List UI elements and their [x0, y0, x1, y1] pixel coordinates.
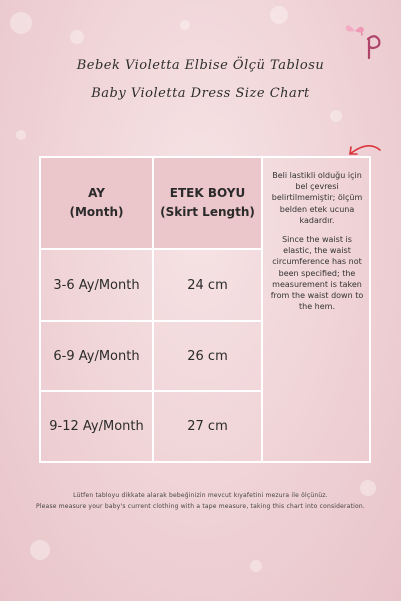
bokeh-light — [250, 560, 262, 572]
header-length-line2: (Skirt Length) — [160, 205, 255, 219]
row-size-cell: 3-6 Ay/Month — [41, 250, 154, 322]
note-turkish: Beli lastikli olduğu için bel çevresi belirtilmemiştir; ölçüm belden etek ucuna kadardır. — [271, 171, 363, 225]
footer-english: Please measure your baby's current clothing with a tape measure, taking this chart into consideration. — [35, 503, 365, 510]
header-length-line1: ETEK BOYU — [169, 186, 246, 200]
header-size-line2: (Month) — [69, 205, 124, 219]
footer-turkish: Lütfen tabloyu dikkate alarak bebeğinizin mevcut kıyafetini mezura ile ölçünüz. — [73, 492, 328, 499]
bokeh-light — [270, 6, 288, 24]
row-length-cell: 24 cm — [154, 250, 263, 322]
bokeh-light — [16, 130, 26, 140]
note-english: Since the waist is elastic, the waist circumference has not been specified; the measurement is taken from the waist down to the hem. — [270, 235, 364, 312]
header-size-line1: AY — [88, 186, 105, 200]
row-size-cell: 6-9 Ay/Month — [41, 322, 154, 392]
butterfly-icon — [344, 22, 366, 40]
bokeh-light — [30, 540, 50, 560]
header-size — [41, 158, 154, 250]
title-english: Baby Violetta Dress Size Chart — [91, 86, 310, 101]
waist-note — [263, 158, 371, 461]
curved-arrow-icon — [338, 142, 384, 168]
row-size-cell: 9-12 Ay/Month — [41, 392, 154, 461]
bokeh-light — [180, 20, 190, 30]
bokeh-light — [70, 30, 84, 44]
row-length-cell: 26 cm — [154, 322, 263, 392]
row-length-cell: 27 cm — [154, 392, 263, 461]
bokeh-light — [10, 12, 32, 34]
title-turkish: Bebek Violetta Elbise Ölçü Tablosu — [76, 58, 325, 73]
bokeh-light — [330, 110, 342, 122]
header-skirt-length — [154, 158, 263, 250]
size-chart-table — [39, 156, 371, 463]
